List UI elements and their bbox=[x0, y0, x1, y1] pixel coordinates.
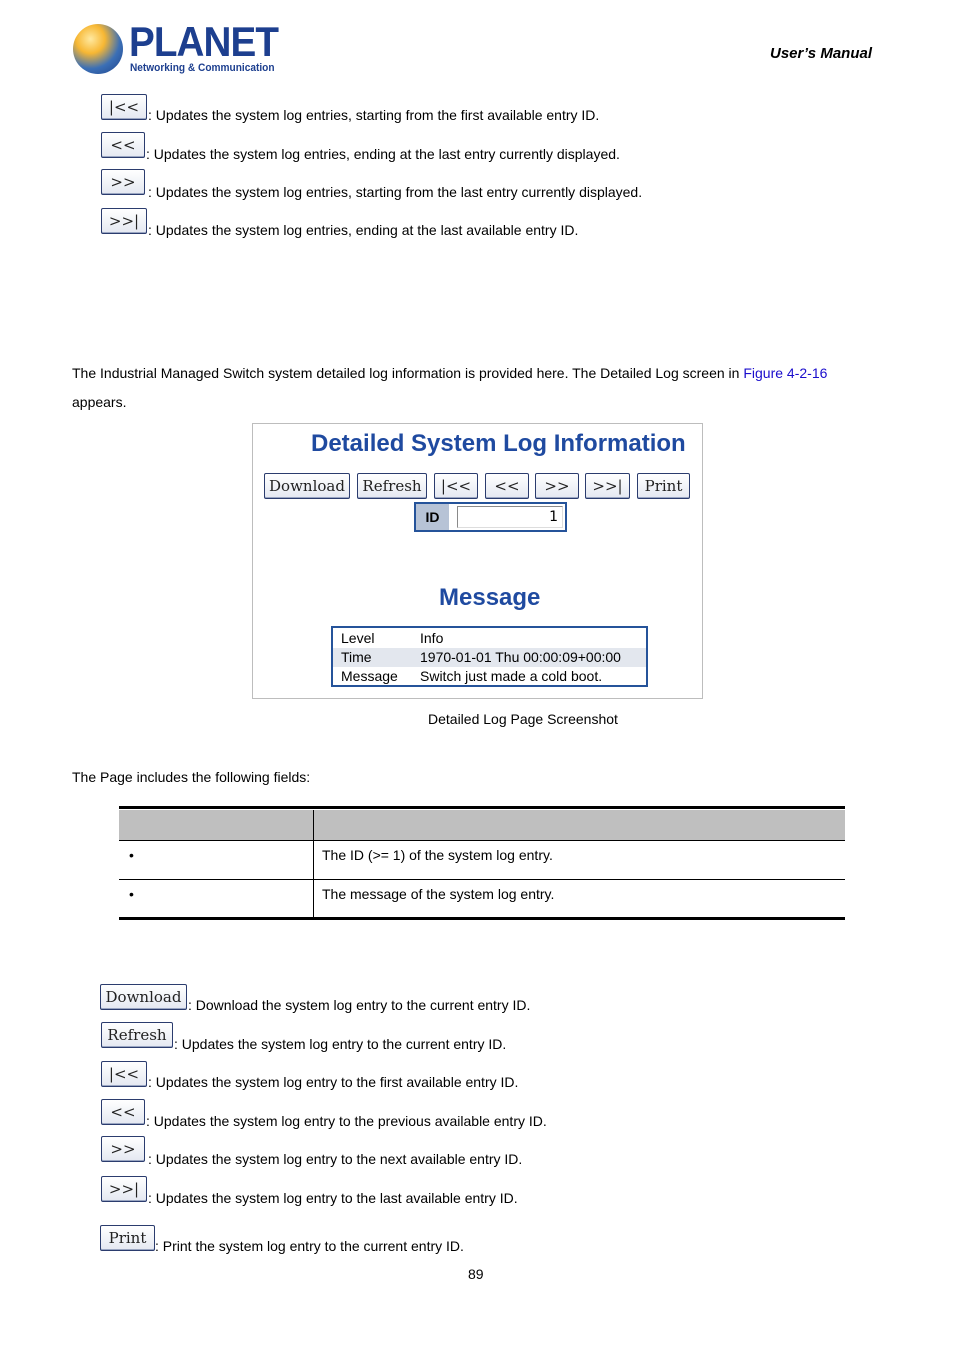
message-title: Message bbox=[439, 584, 541, 611]
next-legend-desc: : Updates the system log entry to the next available entry ID. bbox=[148, 1151, 523, 1167]
next-button[interactable]: >> bbox=[535, 473, 579, 499]
print-legend-desc: : Print the system log entry to the current entry ID. bbox=[155, 1238, 464, 1254]
fields-table bbox=[119, 806, 845, 922]
print-button[interactable]: Print bbox=[637, 473, 690, 499]
first-legend-desc: : Updates the system log entry to the first available entry ID. bbox=[148, 1074, 519, 1090]
page-number: 89 bbox=[468, 1266, 484, 1282]
last-button[interactable]: >>| bbox=[585, 473, 630, 499]
table-row bbox=[333, 648, 646, 667]
table-top-rule bbox=[119, 806, 845, 809]
row-key: Time bbox=[341, 649, 372, 665]
previous-legend-button[interactable]: << bbox=[101, 1099, 145, 1125]
table-row bbox=[333, 629, 646, 648]
last-entry-desc: : Updates the system log entries, ending at the last available entry ID. bbox=[148, 222, 579, 238]
row-value: 1970-01-01 Thu 00:00:09+00:00 bbox=[420, 649, 621, 665]
row-value: Info bbox=[420, 630, 444, 646]
first-legend-button[interactable]: |<< bbox=[101, 1061, 147, 1087]
id-input[interactable]: 1 bbox=[457, 506, 563, 528]
previous-button[interactable]: << bbox=[485, 473, 529, 499]
download-button[interactable]: Download bbox=[264, 473, 350, 499]
refresh-button[interactable]: Refresh bbox=[357, 473, 427, 499]
logo-wordmark: PLANET bbox=[129, 18, 279, 65]
previous-entries-desc: : Updates the system log entries, ending at the last entry currently displayed. bbox=[146, 146, 620, 162]
download-legend-button[interactable]: Download bbox=[100, 984, 187, 1010]
intro-text: The Industrial Managed Switch system detailed log information is provided here. The Detailed Log screen in bbox=[72, 365, 744, 381]
detailed-log-screenshot bbox=[252, 423, 703, 699]
screenshot-title: Detailed System Log Information bbox=[311, 430, 686, 457]
first-entry-button[interactable]: |<< bbox=[101, 94, 147, 120]
logo-tagline: Networking & Communication bbox=[130, 62, 275, 74]
table-column-divider bbox=[313, 810, 314, 918]
table-bottom-rule bbox=[119, 917, 845, 920]
first-entry-desc: : Updates the system log entries, starting from the first available entry ID. bbox=[148, 107, 600, 123]
row-value: Switch just made a cold boot. bbox=[420, 668, 603, 684]
first-button[interactable]: |<< bbox=[434, 473, 478, 499]
next-legend-button[interactable]: >> bbox=[101, 1136, 145, 1162]
next-entries-desc: : Updates the system log entries, starting from the last entry currently displayed. bbox=[148, 184, 643, 200]
intro-paragraph bbox=[72, 365, 827, 381]
message-table bbox=[331, 626, 648, 687]
globe-icon bbox=[73, 24, 123, 74]
previous-legend-desc: : Updates the system log entry to the previous available entry ID. bbox=[146, 1113, 547, 1129]
planet-logo bbox=[73, 18, 279, 78]
next-entries-button[interactable]: >> bbox=[101, 169, 145, 195]
last-entry-button[interactable]: >>| bbox=[101, 208, 147, 234]
id-field-group bbox=[414, 502, 567, 532]
previous-entries-button[interactable]: << bbox=[101, 132, 145, 158]
table-row bbox=[333, 667, 646, 686]
last-legend-desc: : Updates the system log entry to the last available entry ID. bbox=[148, 1190, 518, 1206]
field-description: The message of the system log entry. bbox=[322, 886, 555, 902]
refresh-legend-button[interactable]: Refresh bbox=[101, 1022, 173, 1048]
table-header-row bbox=[119, 810, 845, 841]
figure-caption: Detailed Log Page Screenshot bbox=[428, 711, 618, 727]
manual-label: User’s Manual bbox=[770, 45, 872, 62]
fields-intro: The Page includes the following fields: bbox=[72, 769, 311, 785]
download-legend-desc: : Download the system log entry to the current entry ID. bbox=[188, 997, 531, 1013]
row-key: Level bbox=[341, 630, 375, 646]
id-label: ID bbox=[416, 504, 449, 530]
refresh-legend-desc: : Updates the system log entry to the current entry ID. bbox=[174, 1036, 507, 1052]
field-description: The ID (>= 1) of the system log entry. bbox=[322, 847, 553, 863]
bullet-icon: • bbox=[129, 847, 134, 863]
last-legend-button[interactable]: >>| bbox=[101, 1176, 147, 1202]
figure-link[interactable]: Figure 4-2-16 bbox=[743, 365, 828, 381]
row-key: Message bbox=[341, 668, 398, 684]
print-legend-button[interactable]: Print bbox=[100, 1225, 155, 1251]
bullet-icon: • bbox=[129, 886, 134, 902]
table-row-divider bbox=[119, 879, 845, 880]
intro-paragraph-end: appears. bbox=[72, 394, 127, 410]
